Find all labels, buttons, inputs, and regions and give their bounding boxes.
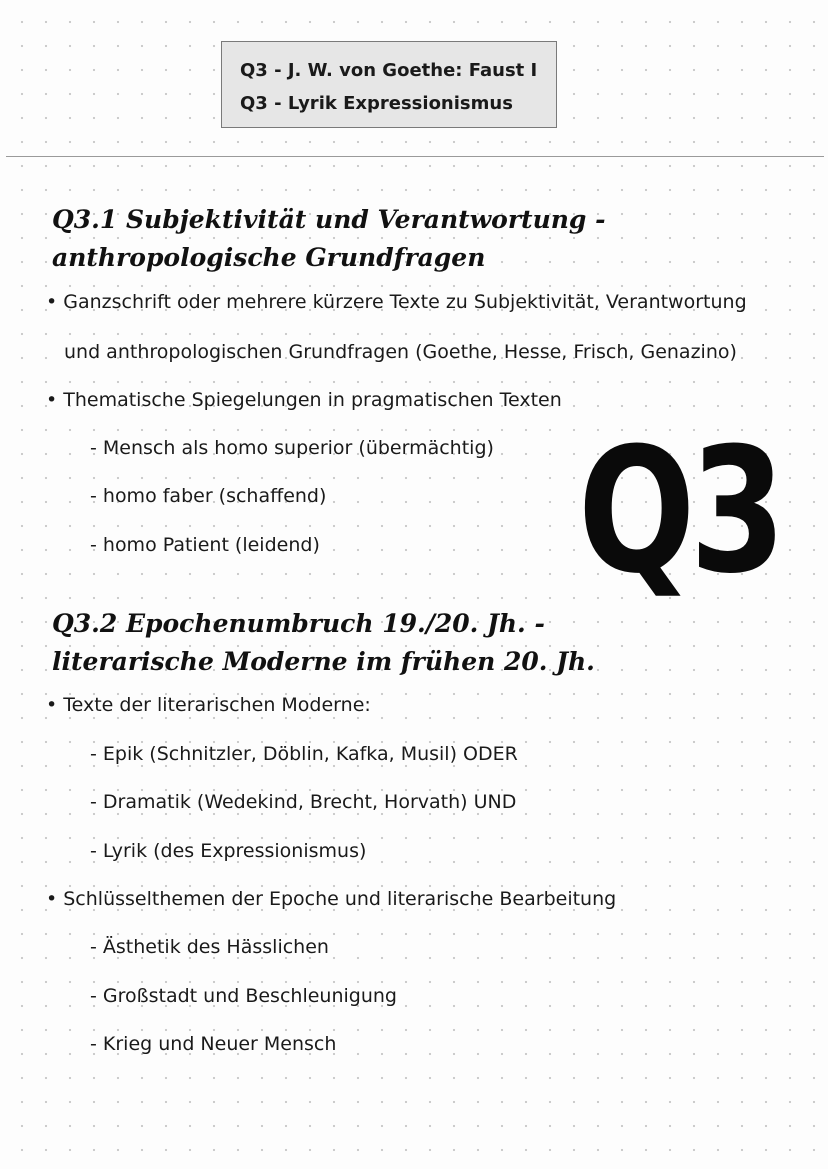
header-line-1: Q3 - J. W. von Goethe: Faust I: [240, 60, 538, 81]
section-1-bullet: • Ganzschrift oder mehrere kürzere Texte zu Subjektivität, Verantwortung: [46, 291, 747, 313]
q3-big-label: Q3: [578, 411, 781, 612]
section-1-bullet: • Thematische Spiegelungen in pragmatischen Texten: [46, 389, 562, 411]
section-1-subitem: - homo Patient (leidend): [90, 534, 320, 556]
header-box: [221, 41, 557, 128]
section-2-title-line-2: literarische Moderne im frühen 20. Jh.: [52, 647, 595, 676]
section-1-subitem: - Mensch als homo superior (übermächtig): [90, 437, 494, 459]
section-2-subitem: - Krieg und Neuer Mensch: [90, 1033, 337, 1055]
header-line-2: Q3 - Lyrik Expressionismus: [240, 93, 513, 114]
section-2-bullet: • Texte der literarischen Moderne:: [46, 694, 371, 716]
section-2-bullet: • Schlüsselthemen der Epoche und literarische Bearbeitung: [46, 888, 617, 910]
section-2-subitem: - Ästhetik des Hässlichen: [90, 936, 329, 958]
section-2-subitem: - Epik (Schnitzler, Döblin, Kafka, Musil) ODER: [90, 743, 518, 765]
section-1-subitem: - homo faber (schaffend): [90, 485, 327, 507]
section-2-subitem: - Dramatik (Wedekind, Brecht, Horvath) UND: [90, 791, 517, 813]
section-2-subitem: - Lyrik (des Expressionismus): [90, 840, 367, 862]
section-2-subitem: - Großstadt und Beschleunigung: [90, 985, 397, 1007]
section-1-title-line-2: anthropologische Grundfragen: [52, 243, 486, 272]
section-1-bullet-continuation: und anthropologischen Grundfragen (Goethe, Hesse, Frisch, Genazino): [64, 341, 737, 363]
divider: [6, 156, 824, 157]
section-1-title-line-1: Q3.1 Subjektivität und Verantwortung -: [52, 205, 606, 234]
section-2-title-line-1: Q3.2 Epochenumbruch 19./20. Jh. -: [52, 609, 545, 638]
